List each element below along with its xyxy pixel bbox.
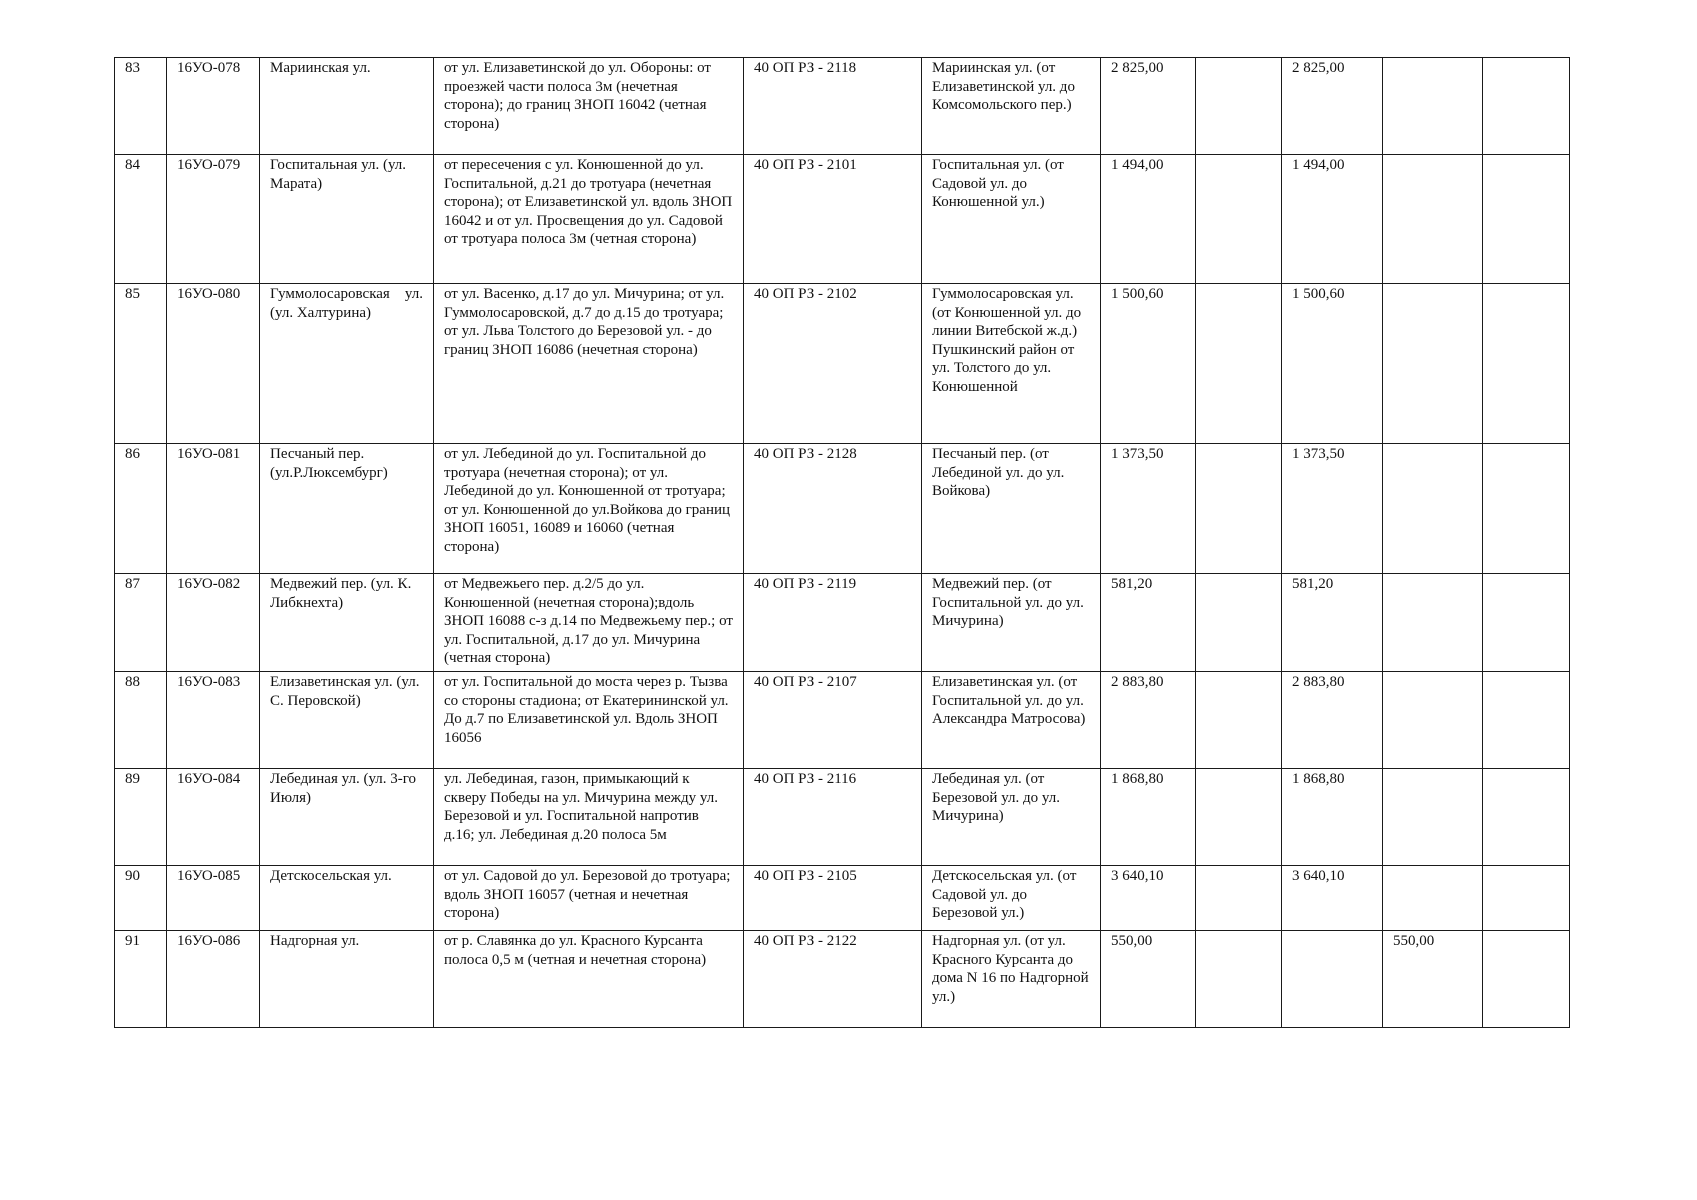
road-id: 40 ОП РЗ - 2118 bbox=[744, 58, 922, 155]
area-col3: 3 640,10 bbox=[1282, 866, 1383, 931]
road-section: Надгорная ул. (от ул. Красного Курсанта до дома N 16 по Надгорной ул.) bbox=[922, 931, 1101, 1028]
street-name: Госпитальная ул. (ул. Марата) bbox=[260, 155, 434, 284]
area-col3: 2 825,00 bbox=[1282, 58, 1383, 155]
area-col5 bbox=[1483, 574, 1570, 672]
area-col5 bbox=[1483, 58, 1570, 155]
area-col5 bbox=[1483, 769, 1570, 866]
area-col2 bbox=[1196, 672, 1282, 769]
table-row bbox=[115, 769, 1570, 866]
row-number: 87 bbox=[115, 574, 167, 672]
area-total: 581,20 bbox=[1101, 574, 1196, 672]
area-col4 bbox=[1383, 284, 1483, 444]
object-code: 16УО-082 bbox=[167, 574, 260, 672]
road-section: Госпитальная ул. (от Садовой ул. до Конюшенной ул.) bbox=[922, 155, 1101, 284]
area-col3: 1 500,60 bbox=[1282, 284, 1383, 444]
area-total: 2 825,00 bbox=[1101, 58, 1196, 155]
area-description: от ул. Госпитальной до моста через р. Тызва со стороны стадиона; от Екатерининской ул. До д.7 по Елизаветинской ул. Вдоль ЗНОП 16056 bbox=[434, 672, 744, 769]
area-col3: 1 373,50 bbox=[1282, 444, 1383, 574]
area-col5 bbox=[1483, 931, 1570, 1028]
area-col4 bbox=[1383, 574, 1483, 672]
area-col3 bbox=[1282, 931, 1383, 1028]
area-col2 bbox=[1196, 58, 1282, 155]
object-code: 16УО-083 bbox=[167, 672, 260, 769]
table-row bbox=[115, 931, 1570, 1028]
road-section: Песчаный пер. (от Лебединой ул. до ул. Войкова) bbox=[922, 444, 1101, 574]
street-name: Лебединая ул. (ул. 3-го Июля) bbox=[260, 769, 434, 866]
area-total: 550,00 bbox=[1101, 931, 1196, 1028]
row-number: 86 bbox=[115, 444, 167, 574]
area-col4 bbox=[1383, 866, 1483, 931]
area-col2 bbox=[1196, 574, 1282, 672]
street-name: Елизаветинская ул. (ул. С. Перовской) bbox=[260, 672, 434, 769]
area-total: 1 373,50 bbox=[1101, 444, 1196, 574]
area-total: 1 868,80 bbox=[1101, 769, 1196, 866]
road-id: 40 ОП РЗ - 2122 bbox=[744, 931, 922, 1028]
table-row bbox=[115, 284, 1570, 444]
area-description: от ул. Садовой до ул. Березовой до тротуара; вдоль ЗНОП 16057 (четная и нечетная сторона) bbox=[434, 866, 744, 931]
area-col2 bbox=[1196, 769, 1282, 866]
road-section: Медвежий пер. (от Госпитальной ул. до ул. Мичурина) bbox=[922, 574, 1101, 672]
area-col3: 2 883,80 bbox=[1282, 672, 1383, 769]
area-col4 bbox=[1383, 444, 1483, 574]
street-name: Надгорная ул. bbox=[260, 931, 434, 1028]
area-description: от ул. Васенко, д.17 до ул. Мичурина; от ул. Гуммолосаровской, д.7 до д.15 до тротуара; от ул. Льва Толстого до Березовой ул. - до границ ЗНОП 16086 (нечетная сторона) bbox=[434, 284, 744, 444]
area-total: 1 494,00 bbox=[1101, 155, 1196, 284]
street-name: Детскосельская ул. bbox=[260, 866, 434, 931]
area-description: от Медвежьего пер. д.2/5 до ул. Конюшенной (нечетная сторона);вдоль ЗНОП 16088 с-з д.14 по Медвежьему пер.; от ул. Госпитальной, д.17 до ул. Мичурина (четная сторона) bbox=[434, 574, 744, 672]
area-col3: 581,20 bbox=[1282, 574, 1383, 672]
table-row bbox=[115, 155, 1570, 284]
street-name: Медвежий пер. (ул. К. Либкнехта) bbox=[260, 574, 434, 672]
area-col4: 550,00 bbox=[1383, 931, 1483, 1028]
row-number: 89 bbox=[115, 769, 167, 866]
road-section: Мариинская ул. (от Елизаветинской ул. до Комсомольского пер.) bbox=[922, 58, 1101, 155]
area-total: 2 883,80 bbox=[1101, 672, 1196, 769]
area-col2 bbox=[1196, 444, 1282, 574]
road-id: 40 ОП РЗ - 2119 bbox=[744, 574, 922, 672]
road-id: 40 ОП РЗ - 2107 bbox=[744, 672, 922, 769]
object-code: 16УО-084 bbox=[167, 769, 260, 866]
area-col3: 1 494,00 bbox=[1282, 155, 1383, 284]
road-id: 40 ОП РЗ - 2128 bbox=[744, 444, 922, 574]
object-code: 16УО-086 bbox=[167, 931, 260, 1028]
area-col5 bbox=[1483, 155, 1570, 284]
road-id: 40 ОП РЗ - 2102 bbox=[744, 284, 922, 444]
area-col2 bbox=[1196, 866, 1282, 931]
object-code: 16УО-081 bbox=[167, 444, 260, 574]
area-description: ул. Лебединая, газон, примыкающий к скверу Победы на ул. Мичурина между ул. Березовой и ул. Госпитальной напротив д.16; ул. Лебединая д.20 полоса 5м bbox=[434, 769, 744, 866]
registry-table bbox=[114, 57, 1570, 1028]
row-number: 84 bbox=[115, 155, 167, 284]
area-col2 bbox=[1196, 155, 1282, 284]
area-total: 3 640,10 bbox=[1101, 866, 1196, 931]
row-number: 83 bbox=[115, 58, 167, 155]
road-id: 40 ОП РЗ - 2105 bbox=[744, 866, 922, 931]
area-col2 bbox=[1196, 931, 1282, 1028]
area-description: от ул. Елизаветинской до ул. Обороны: от проезжей части полоса 3м (нечетная сторона); до границ ЗНОП 16042 (четная сторона) bbox=[434, 58, 744, 155]
road-id: 40 ОП РЗ - 2116 bbox=[744, 769, 922, 866]
area-description: от пересечения с ул. Конюшенной до ул. Госпитальной, д.21 до тротуара (нечетная сторона); от Елизаветинской ул. вдоль ЗНОП 16042 и от ул. Просвещения до ул. Садовой от тротуара полоса 3м (четная сторона) bbox=[434, 155, 744, 284]
street-name: Песчаный пер. (ул.Р.Люксембург) bbox=[260, 444, 434, 574]
road-section: Детскосельская ул. (от Садовой ул. до Березовой ул.) bbox=[922, 866, 1101, 931]
street-name: Гуммолосаровская ул. (ул. Халтурина) bbox=[260, 284, 434, 444]
street-name: Мариинская ул. bbox=[260, 58, 434, 155]
area-col5 bbox=[1483, 444, 1570, 574]
table-row bbox=[115, 866, 1570, 931]
object-code: 16УО-080 bbox=[167, 284, 260, 444]
area-col4 bbox=[1383, 58, 1483, 155]
row-number: 88 bbox=[115, 672, 167, 769]
area-description: от ул. Лебединой до ул. Госпитальной до тротуара (нечетная сторона); от ул. Лебединой до ул. Конюшенной от тротуара; от ул. Конюшенной до ул.Войкова до границ ЗНОП 16051, 16089 и 16060 (четная сторона) bbox=[434, 444, 744, 574]
road-section: Елизаветинская ул. (от Госпитальной ул. до ул. Александра Матросова) bbox=[922, 672, 1101, 769]
row-number: 85 bbox=[115, 284, 167, 444]
area-col4 bbox=[1383, 672, 1483, 769]
road-section: Гуммолосаровская ул. (от Конюшенной ул. до линии Витебской ж.д.) Пушкинский район от ул. Толстого до ул. Конюшенной bbox=[922, 284, 1101, 444]
area-total: 1 500,60 bbox=[1101, 284, 1196, 444]
area-col4 bbox=[1383, 769, 1483, 866]
area-col5 bbox=[1483, 672, 1570, 769]
area-col5 bbox=[1483, 284, 1570, 444]
area-description: от р. Славянка до ул. Красного Курсанта полоса 0,5 м (четная и нечетная сторона) bbox=[434, 931, 744, 1028]
table-row bbox=[115, 574, 1570, 672]
row-number: 91 bbox=[115, 931, 167, 1028]
area-col2 bbox=[1196, 284, 1282, 444]
road-id: 40 ОП РЗ - 2101 bbox=[744, 155, 922, 284]
area-col5 bbox=[1483, 866, 1570, 931]
object-code: 16УО-079 bbox=[167, 155, 260, 284]
object-code: 16УО-085 bbox=[167, 866, 260, 931]
area-col4 bbox=[1383, 155, 1483, 284]
table-row bbox=[115, 58, 1570, 155]
road-section: Лебединая ул. (от Березовой ул. до ул. Мичурина) bbox=[922, 769, 1101, 866]
table-row bbox=[115, 672, 1570, 769]
table-row bbox=[115, 444, 1570, 574]
area-col3: 1 868,80 bbox=[1282, 769, 1383, 866]
object-code: 16УО-078 bbox=[167, 58, 260, 155]
row-number: 90 bbox=[115, 866, 167, 931]
